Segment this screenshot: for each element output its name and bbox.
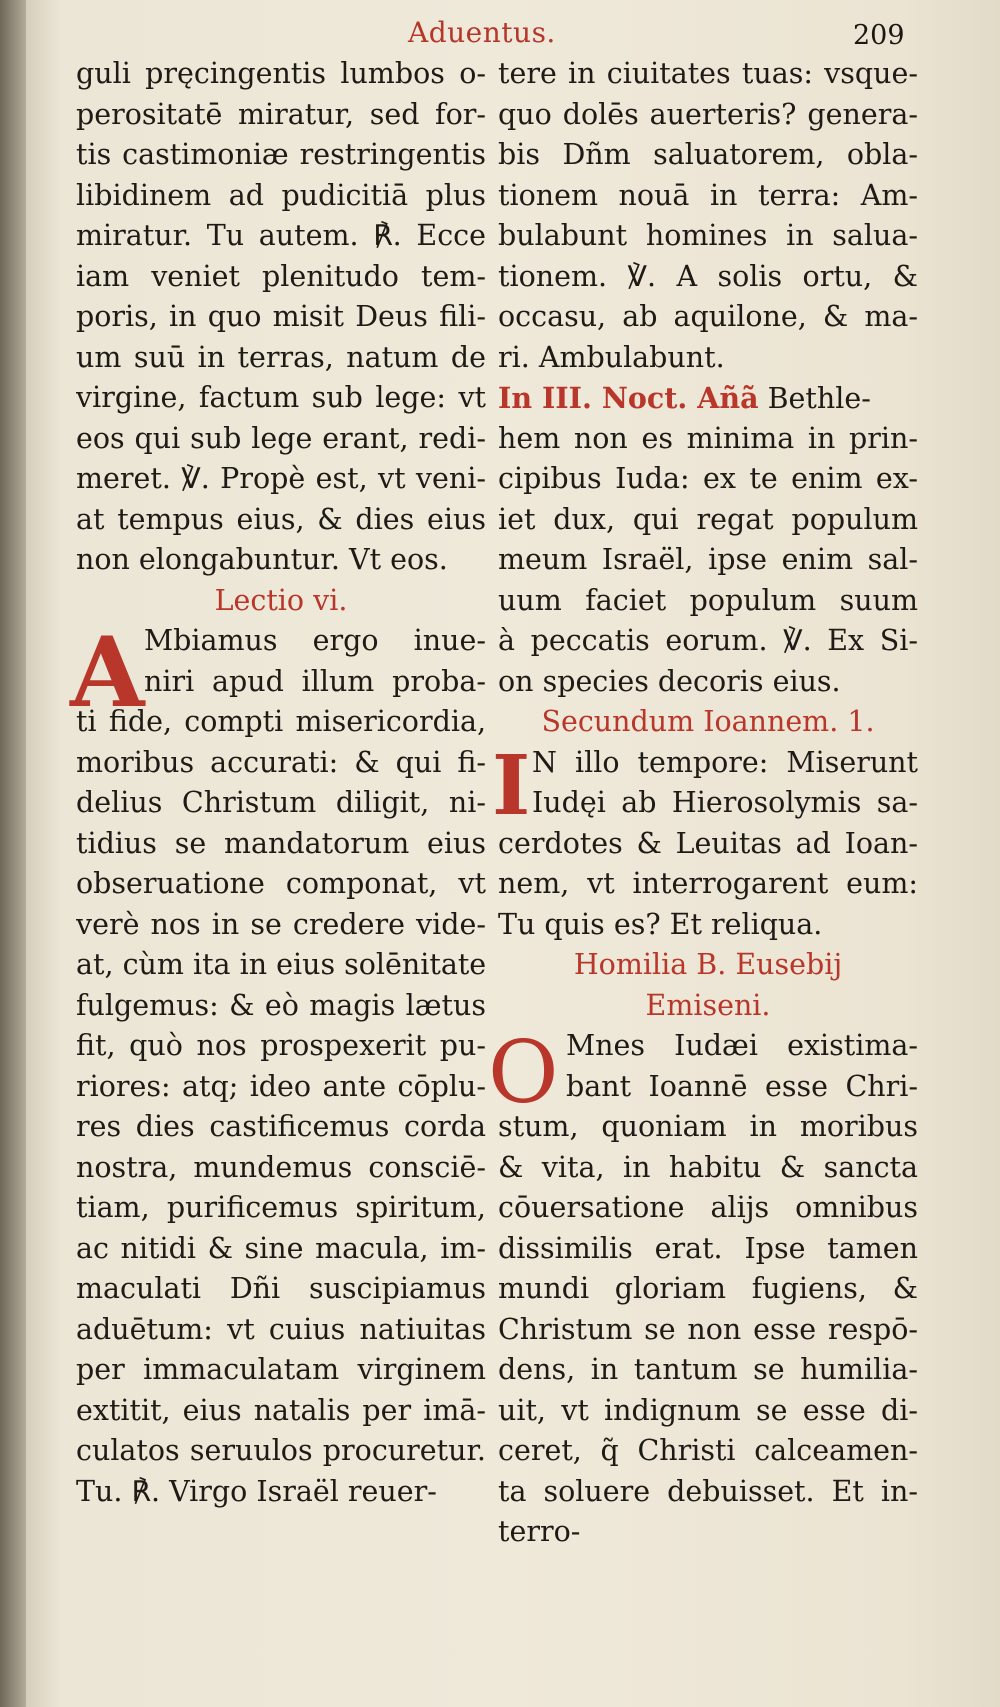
text-line: miratur. Tu autem. ℟. Ecce [76,219,486,252]
text-line: Christum se non esse respō- [498,1312,918,1346]
text-line: per immaculatam virginem [76,1353,486,1386]
right-text-block-a [498,54,918,378]
text-line: iet dux, qui regat populum [498,502,918,536]
text-line: um suū in terras, natum de [76,340,486,374]
text-line: bulabunt homines in salua- [498,219,918,252]
text-line: virgine, factum sub lege: vt [76,381,486,414]
text-line: eos qui sub lege erant, redi- [76,421,486,455]
nocturn-label: In III. Noct. Añã [498,381,759,415]
text-line: à peccatis eorum. ℣. Ex Si- [498,624,918,657]
text-line: culatos seruulos procuretur. [76,1434,486,1467]
text-line: dens, in tantum se humilia- [498,1353,918,1386]
text-line: extitit, eius natalis per imā- [76,1393,486,1427]
gospel-text-block [492,737,918,946]
text-line: terro- [498,1515,581,1548]
text-line: nem, vt interrogarent eum: [498,867,918,900]
text-line: meum Israël, ipse enim sal- [498,543,918,576]
text-line: nostra, mundemus consciē- [76,1150,486,1184]
gospel-heading: Secundum Ioannem. 1. [541,705,875,738]
dropcap-i: I [492,737,531,834]
text-line: ri. Ambulabunt. [498,340,725,374]
text-line: niri apud illum proba- [144,664,486,698]
text-line: stum, quoniam in moribus [498,1110,918,1143]
text-line: ti fide, compti misericordia, [76,705,486,738]
text-line: fulgemus: & eò magis lætus [76,988,486,1022]
text-line: uum faciet populum suum [498,583,918,617]
text-line: obseruatione componat, vt [76,867,486,900]
homily-heading-line-1: Homilia B. Eusebij [573,948,843,981]
text-line: cerdotes & Leuitas ad Ioan- [498,826,918,860]
text-line: tionem. ℣. A solis ortu, & [498,259,918,293]
text-line: Mbiamus ergo inue- [144,624,486,657]
text-line: ceret, q̃ Christi calceamen- [498,1434,918,1467]
text-line: quo dolēs auerteris? genera- [498,97,918,131]
text-line: cipibus Iuda: ex te enim ex- [498,462,918,495]
text-line: tere in ciuitates tuas: vsque- [498,57,918,90]
text-line: & vita, in habitu & sancta [498,1150,918,1184]
text-line: Tu. ℟. Virgo Israël reuer- [76,1474,437,1508]
text-line: perositatē miratur, sed for- [76,97,486,131]
left-text-block-b [70,616,486,1512]
text-line: fit, quò nos prospexerit pu- [76,1029,486,1062]
page-header [0,10,1000,54]
text-line: dissimilis erat. Ipse tamen [498,1231,918,1265]
text-line: riores: atq; ideo ante cōplu- [76,1069,486,1103]
text-line: bis Dñm saluatorem, obla- [498,138,918,171]
running-head: Aduentus. [408,16,556,49]
dropcap-a: A [70,616,145,729]
text-line: mundi gloriam fugiens, & [498,1272,918,1305]
text-line: iam veniet plenitudo tem- [76,259,486,293]
text-line: tionem nouā in terra: Am- [498,178,918,212]
text-line: Mnes Iudæi existima- [566,1029,918,1062]
text-line: bant Ioannē esse Chri- [566,1069,918,1103]
left-column [70,54,486,1512]
text-line: maculati Dñi suscipiamus [76,1272,486,1305]
text-line: ta soluere debuisset. Et in- [498,1474,918,1508]
homily-text-block [488,1023,918,1553]
text-line: verè nos in se credere vide- [76,907,486,941]
text-line: Iudęi ab Hierosolymis sa- [532,786,918,819]
text-line: tidius se mandatorum eius [76,826,486,860]
text-line: ac nitidi & sine macula, im- [76,1231,486,1265]
text-line: cōuersatione alijs omnibus [498,1191,918,1224]
text-line: at tempus eius, & dies eius [76,502,486,536]
text-line: N illo tempore: Miserunt [532,745,918,779]
page-number: 209 [853,20,905,51]
right-text-block-b [498,419,918,703]
lectio-heading: Lectio vi. [214,583,348,617]
text-line: non elongabuntur. Vt eos. [76,543,448,576]
text-line: moribus accurati: & qui fi- [76,745,486,779]
text-line: guli pręcingentis lumbos o- [76,57,486,90]
left-text-block-a [76,54,486,581]
text-line: res dies castificemus corda [76,1110,486,1143]
nocturn-text: Bethle- [758,382,871,415]
text-line: at, cùm ita in eius solēnitate [76,948,486,981]
text-line: occasu, ab aquilone, & ma- [498,300,918,333]
text-line: Tu quis es? Et reliqua. [498,907,823,941]
text-line: on species decoris eius. [498,664,841,698]
page-gutter [0,0,26,1707]
text-line: poris, in quo misit Deus fili- [76,300,486,333]
text-line: meret. ℣. Propè est, vt veni- [76,462,486,495]
dropcap-o: O [488,1023,559,1123]
text-line: aduētum: vt cuius natiuitas [76,1312,486,1346]
text-line: uit, vt indignum se esse di- [498,1393,918,1427]
text-line: hem non es minima in prin- [498,421,918,455]
text-line: delius Christum diligit, ni- [76,786,486,819]
text-line: tis castimoniæ restringentis [76,138,486,171]
nocturn-line [498,378,918,419]
text-line: tiam, purificemus spiritum, [76,1191,486,1224]
right-column [488,54,918,1553]
text-line: libidinem ad pudicitiā plus [76,178,486,212]
homily-heading-line-2: Emiseni. [645,988,771,1022]
